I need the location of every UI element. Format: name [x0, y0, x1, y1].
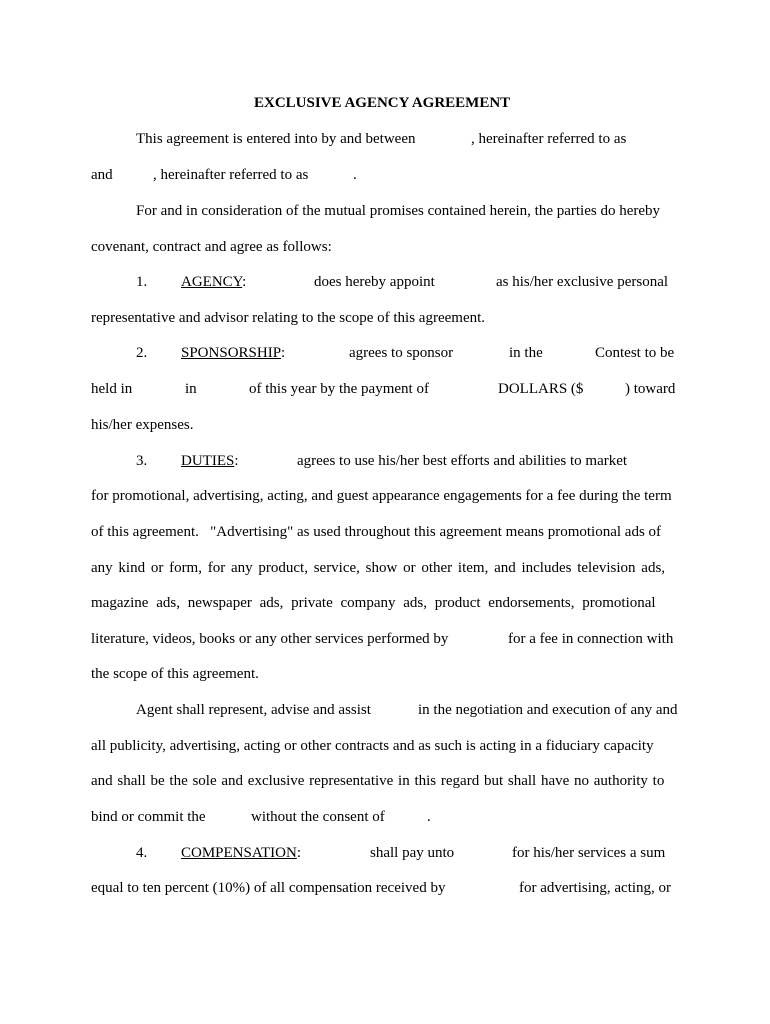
- agent-line-1: [0, 701, 770, 719]
- document-title: [254, 94, 510, 112]
- intro-line-1: [0, 130, 770, 148]
- compensation-colon: :: [296, 845, 302, 861]
- intro-text-2c: .: [353, 167, 357, 183]
- intro-text-1b: , hereinafter referred to as: [471, 131, 627, 147]
- duties-text-3: of this agreement. "Advertising" as used throughout this agreement means promotional ads of: [91, 524, 662, 540]
- sponsorship-text-3: his/her expenses.: [91, 417, 194, 433]
- agency-line-2: [0, 309, 770, 327]
- intro-text-2a: and: [91, 167, 113, 183]
- duties-text-6b: for a fee in connection with: [508, 631, 674, 647]
- consideration-text-1: For and in consideration of the mutual promises contained herein, the parties do hereby: [136, 203, 661, 219]
- agency-heading: AGENCY: [181, 274, 243, 290]
- duties-text-5: magazine ads, newspaper ads, private company ads, product endorsements, promotional: [91, 595, 656, 611]
- consideration-line-1: [0, 202, 770, 220]
- intro-text-1a: This agreement is entered into by and between: [136, 131, 416, 147]
- sponsorship-heading: SPONSORSHIP: [181, 345, 282, 361]
- sponsorship-text-1a: agrees to sponsor: [349, 345, 454, 361]
- agency-text-1b: as his/her exclusive personal: [496, 274, 669, 290]
- duties-line-2: [0, 487, 770, 505]
- sponsorship-line-3: [0, 416, 770, 434]
- agent-text-1b: in the negotiation and execution of any and: [418, 702, 678, 718]
- sponsorship-text-2a: held in: [91, 381, 133, 397]
- title-text: EXCLUSIVE AGENCY AGREEMENT: [254, 95, 511, 111]
- duties-text-6a: literature, videos, books or any other services performed by: [91, 631, 449, 647]
- sponsorship-text-2b: in: [185, 381, 197, 397]
- compensation-line-1: [0, 844, 770, 862]
- agent-line-2: [0, 737, 770, 755]
- duties-line-3: [0, 523, 770, 541]
- agency-line-1: [0, 273, 770, 291]
- sponsorship-text-2e: ) toward: [625, 381, 676, 397]
- duties-line-1: [0, 452, 770, 470]
- duties-text-2: for promotional, advertising, acting, and guest appearance engagements for a fee during the term: [91, 488, 672, 504]
- sponsorship-line-1: [0, 344, 770, 362]
- agency-colon: :: [242, 274, 247, 290]
- agency-text-1a: does hereby appoint: [314, 274, 435, 290]
- compensation-text-2b: for advertising, acting, or: [519, 880, 672, 896]
- agent-text-4a: bind or commit the: [91, 809, 206, 825]
- duties-heading: DUTIES: [181, 453, 235, 469]
- agent-text-4c: .: [427, 809, 431, 825]
- agent-text-4b: without the consent of: [251, 809, 385, 825]
- compensation-heading: COMPENSATION: [181, 845, 297, 861]
- sponsorship-line-2: [0, 380, 770, 398]
- compensation-text-2a: equal to ten percent (10%) of all compensation received by: [91, 880, 446, 896]
- compensation-line-2: [0, 879, 770, 897]
- duties-line-6: [0, 630, 770, 648]
- duties-line-4: [0, 559, 770, 577]
- duties-text-1a: agrees to use his/her best efforts and abilities to market: [297, 453, 628, 469]
- compensation-number: 4.: [136, 845, 148, 861]
- intro-line-2: [0, 166, 770, 184]
- duties-line-7: [0, 665, 770, 683]
- duties-text-7: the scope of this agreement.: [91, 666, 259, 682]
- agent-text-1a: Agent shall represent, advise and assist: [136, 702, 371, 718]
- duties-line-5: [0, 594, 770, 612]
- sponsorship-text-1c: Contest to be: [595, 345, 675, 361]
- sponsorship-text-2d: DOLLARS ($: [498, 381, 584, 397]
- duties-colon: :: [234, 453, 239, 469]
- agency-number: 1.: [136, 274, 148, 290]
- agent-line-4: [0, 808, 770, 826]
- sponsorship-text-2c: of this year by the payment of: [249, 381, 429, 397]
- sponsorship-number: 2.: [136, 345, 148, 361]
- agency-text-2: representative and advisor relating to the scope of this agreement.: [91, 310, 486, 326]
- agent-text-3: and shall be the sole and exclusive representative in this regard but shall have no authority to: [91, 773, 665, 789]
- agent-text-2: all publicity, advertising, acting or other contracts and as such is acting in a fiduciary capacity: [91, 738, 654, 754]
- duties-text-4: any kind or form, for any product, service, show or other item, and includes television ads,: [91, 560, 666, 576]
- intro-text-2b: , hereinafter referred to as: [153, 167, 309, 183]
- duties-number: 3.: [136, 453, 148, 469]
- compensation-text-1b: for his/her services a sum: [512, 845, 666, 861]
- sponsorship-colon: :: [281, 345, 286, 361]
- consideration-line-2: [0, 238, 770, 256]
- sponsorship-text-1b: in the: [509, 345, 543, 361]
- agent-line-3: [0, 772, 770, 790]
- compensation-text-1a: shall pay unto: [370, 845, 455, 861]
- consideration-text-2: covenant, contract and agree as follows:: [91, 239, 332, 255]
